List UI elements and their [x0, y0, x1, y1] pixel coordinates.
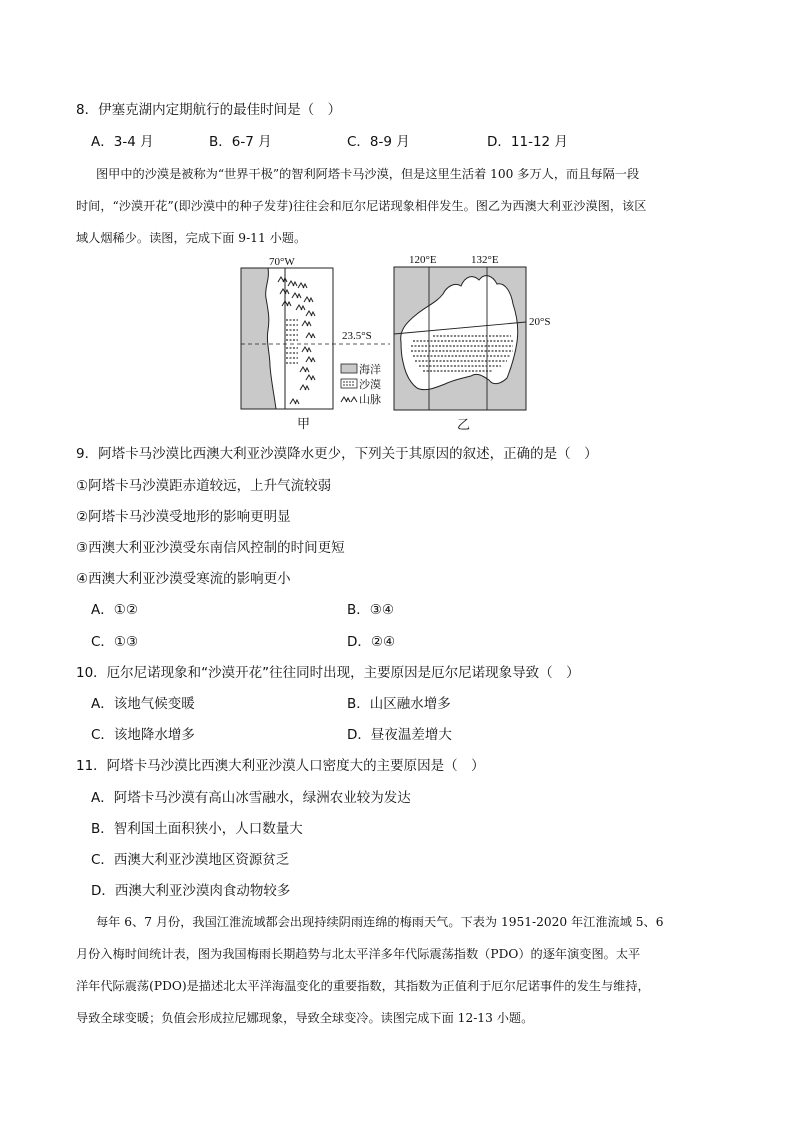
intro1-line-3: 域人烟稀少。读图，完成下面 9-11 小题。: [76, 231, 307, 245]
intro1-line-2: 时间，“沙漠开花”(即沙漠中的种子发芽)往往会和厄尔尼诺现象相伴发生。图乙为西澳大利亚沙漠图，该区: [76, 199, 647, 213]
map-right-caption: 乙: [457, 418, 471, 433]
q11-option-d[interactable]: D．西澳大利亚沙漠肉食动物较多: [91, 883, 291, 899]
map-left-caption: 甲: [297, 417, 311, 432]
q9-option-d[interactable]: D．②④: [347, 634, 396, 650]
q10-option-a[interactable]: A．该地气候变暖: [91, 696, 195, 712]
q8-option-a[interactable]: A．3-4 月: [91, 134, 154, 150]
q9-option-c[interactable]: C．①③: [91, 634, 139, 650]
q9-stem: 9．阿塔卡马沙漠比西澳大利亚沙漠降水更少，下列关于其原因的叙述，正确的是（ ）: [76, 446, 598, 462]
intro2-line-2: 月份入梅时间统计表，图为我国梅雨长期趋势与北太平洋多年代际震荡指数（PDO）的逐年演变图。太平: [76, 947, 641, 961]
q8-option-b[interactable]: B．6-7 月: [209, 134, 272, 150]
map-left-lat-label: 23.5°S: [342, 330, 372, 342]
q8-option-d[interactable]: D．11-12 月: [487, 134, 568, 150]
q9-statement-3: ③西澳大利亚沙漠受东南信风控制的时间更短: [76, 540, 345, 556]
intro2-line-4: 导致全球变暖；负值会形成拉尼娜现象，导致全球变冷。读图完成下面 12-13 小题。: [76, 1011, 534, 1025]
intro2-line-1: 每年 6、7 月份，我国江淮流域都会出现持续阴雨连绵的梅雨天气。下表为 1951-2020 年江淮流域 5、6: [96, 915, 664, 929]
q9-statement-2: ②阿塔卡马沙漠受地形的影响更明显: [76, 509, 291, 525]
q10-option-b[interactable]: B．山区融水增多: [347, 696, 451, 712]
map-right-lon-label-2: 132°E: [471, 254, 499, 266]
intro2-line-3: 洋年代际震荡(PDO)是描述北太平洋海温变化的重要指数，其指数为正值利于厄尔尼诺事件的发生与维持，: [76, 979, 650, 993]
map-left-lon-label: 70°W: [269, 256, 295, 268]
map-western-australia: [393, 252, 551, 433]
map-right-figure: [393, 252, 533, 417]
q10-option-d[interactable]: D．昼夜温差增大: [347, 727, 452, 743]
q9-option-b[interactable]: B．③④: [347, 602, 394, 618]
q8-stem: 8．伊塞克湖内定期航行的最佳时间是（ ）: [76, 102, 342, 118]
q11-option-c[interactable]: C．西澳大利亚沙漠地区资源贫乏: [91, 852, 290, 868]
map-right-lon-label-1: 120°E: [409, 254, 437, 266]
q10-stem: 10．厄尔尼诺现象和“沙漠开花”往往同时出现，主要原因是厄尔尼诺现象导致（ ）: [76, 665, 580, 681]
q10-option-c[interactable]: C．该地降水增多: [91, 727, 195, 743]
q9-statement-4: ④西澳大利亚沙漠受寒流的影响更小: [76, 571, 291, 587]
q8-option-c[interactable]: C．8-9 月: [347, 134, 410, 150]
legend-mountain: 山脉: [359, 393, 381, 406]
map-atacama: [240, 256, 390, 432]
legend-desert: 沙漠: [359, 378, 381, 391]
intro1-line-1: 图甲中的沙漠是被称为“世界干极”的智利阿塔卡马沙漠，但是这里生活着 100 多万人，而且每隔一段: [96, 167, 640, 181]
legend-ocean: 海洋: [359, 363, 381, 376]
q11-stem: 11．阿塔卡马沙漠比西澳大利亚沙漠人口密度大的主要原因是（ ）: [76, 758, 485, 774]
q11-option-b[interactable]: B．智利国土面积狭小，人口数量大: [91, 821, 303, 837]
map-right-lat-label: 20°S: [529, 316, 551, 328]
q9-statement-1: ①阿塔卡马沙漠距赤道较远，上升气流较弱: [76, 478, 332, 494]
q11-option-a[interactable]: A．阿塔卡马沙漠有高山冰雪融水，绿洲农业较为发达: [91, 790, 411, 806]
q9-option-a[interactable]: A．①②: [91, 602, 138, 618]
